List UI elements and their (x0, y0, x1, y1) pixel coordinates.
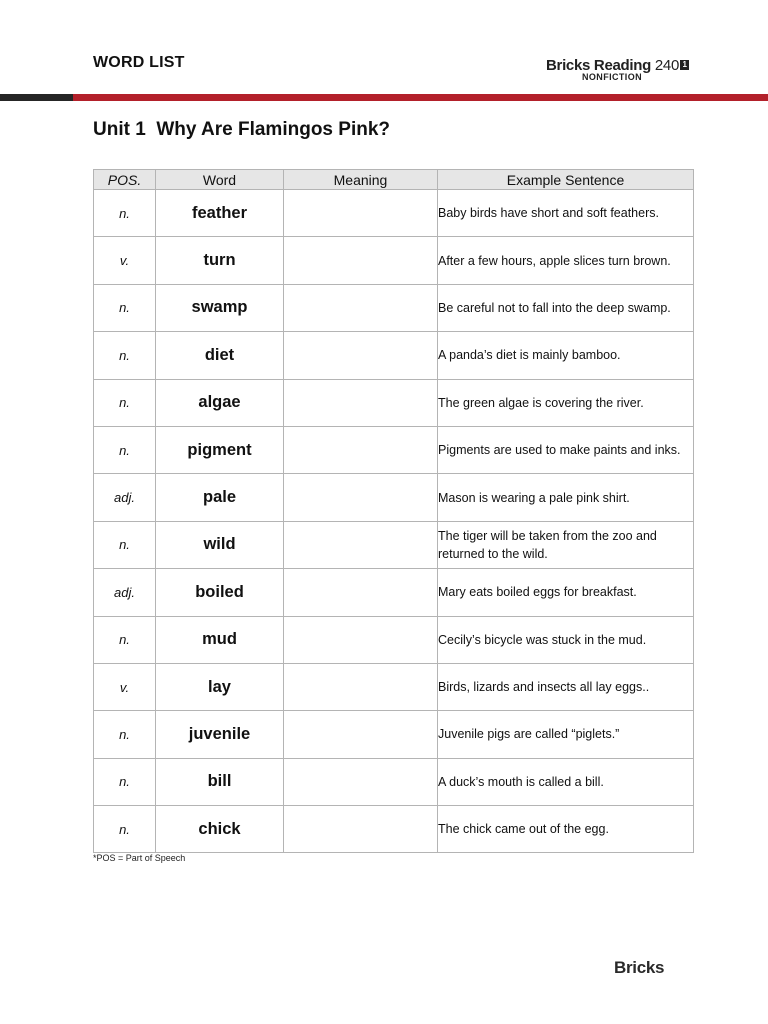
pos-cell: n. (94, 521, 156, 568)
meaning-cell[interactable] (284, 521, 438, 568)
brand-badge: 1 (680, 60, 689, 70)
example-cell: Juvenile pigs are called “piglets.” (438, 711, 694, 758)
meaning-cell[interactable] (284, 379, 438, 426)
example-cell: Pigments are used to make paints and inks. (438, 426, 694, 473)
footer-logo (614, 958, 664, 978)
word-cell: bill (156, 758, 284, 805)
table-row (94, 474, 694, 521)
meaning-cell[interactable] (284, 758, 438, 805)
meaning-cell[interactable] (284, 663, 438, 710)
example-cell: A duck’s mouth is called a bill. (438, 758, 694, 805)
header-bar-red (73, 94, 768, 101)
pos-cell: n. (94, 284, 156, 331)
example-cell: Be careful not to fall into the deep swamp. (438, 284, 694, 331)
pos-cell: n. (94, 806, 156, 853)
table-row (94, 332, 694, 379)
brand-subtitle: NONFICTION (582, 72, 642, 82)
word-cell: lay (156, 663, 284, 710)
word-cell: diet (156, 332, 284, 379)
word-cell: pigment (156, 426, 284, 473)
table-row (94, 711, 694, 758)
footer-logo-text: Bricks (614, 958, 665, 977)
pos-cell: n. (94, 332, 156, 379)
pos-cell: adj. (94, 474, 156, 521)
table-row (94, 616, 694, 663)
table-row (94, 284, 694, 331)
pos-cell: v. (94, 663, 156, 710)
word-cell: wild (156, 521, 284, 568)
pos-cell: adj. (94, 569, 156, 616)
meaning-cell[interactable] (284, 190, 438, 237)
word-cell: algae (156, 379, 284, 426)
pos-cell: n. (94, 711, 156, 758)
meaning-cell[interactable] (284, 426, 438, 473)
brand-name: Bricks Reading (546, 57, 652, 74)
word-cell: turn (156, 237, 284, 284)
word-list-table (93, 169, 694, 853)
meaning-cell[interactable] (284, 237, 438, 284)
word-cell: chick (156, 806, 284, 853)
header-bar-dark (0, 94, 73, 101)
example-cell: Birds, lizards and insects all lay eggs.. (438, 663, 694, 710)
example-cell: A panda’s diet is mainly bamboo. (438, 332, 694, 379)
example-cell: Mason is wearing a pale pink shirt. (438, 474, 694, 521)
table-row (94, 521, 694, 568)
meaning-cell[interactable] (284, 806, 438, 853)
example-cell: Mary eats boiled eggs for breakfast. (438, 569, 694, 616)
word-cell: boiled (156, 569, 284, 616)
meaning-cell[interactable] (284, 569, 438, 616)
page-heading: WORD LIST (93, 54, 185, 71)
example-cell: Baby birds have short and soft feathers. (438, 190, 694, 237)
table-row (94, 663, 694, 710)
example-cell: After a few hours, apple slices turn brown. (438, 237, 694, 284)
example-cell: The green algae is covering the river. (438, 379, 694, 426)
word-cell: mud (156, 616, 284, 663)
header-word: Word (156, 170, 284, 190)
header-example: Example Sentence (438, 170, 694, 190)
footnote: *POS = Part of Speech (93, 853, 186, 863)
meaning-cell[interactable] (284, 332, 438, 379)
meaning-cell[interactable] (284, 711, 438, 758)
unit-title: Unit 1 Why Are Flamingos Pink? (93, 119, 390, 140)
table-row (94, 569, 694, 616)
table-row (94, 190, 694, 237)
header-meaning: Meaning (284, 170, 438, 190)
pos-cell: n. (94, 426, 156, 473)
example-cell: Cecily’s bicycle was stuck in the mud. (438, 616, 694, 663)
word-cell: swamp (156, 284, 284, 331)
pos-cell: n. (94, 379, 156, 426)
pos-cell: n. (94, 616, 156, 663)
example-cell: The tiger will be taken from the zoo and returned to the wild. (438, 521, 694, 568)
meaning-cell[interactable] (284, 474, 438, 521)
pos-cell: v. (94, 237, 156, 284)
table-row (94, 426, 694, 473)
word-cell: pale (156, 474, 284, 521)
word-cell: feather (156, 190, 284, 237)
word-cell: juvenile (156, 711, 284, 758)
table-row (94, 379, 694, 426)
brand-number: 240 (654, 57, 680, 74)
table-header-row (94, 170, 694, 190)
table-row (94, 806, 694, 853)
table-row (94, 758, 694, 805)
brand-logo (546, 57, 689, 82)
meaning-cell[interactable] (284, 284, 438, 331)
meaning-cell[interactable] (284, 616, 438, 663)
table-row (94, 237, 694, 284)
example-cell: The chick came out of the egg. (438, 806, 694, 853)
pos-cell: n. (94, 190, 156, 237)
header-pos: POS. (94, 170, 156, 190)
pos-cell: n. (94, 758, 156, 805)
